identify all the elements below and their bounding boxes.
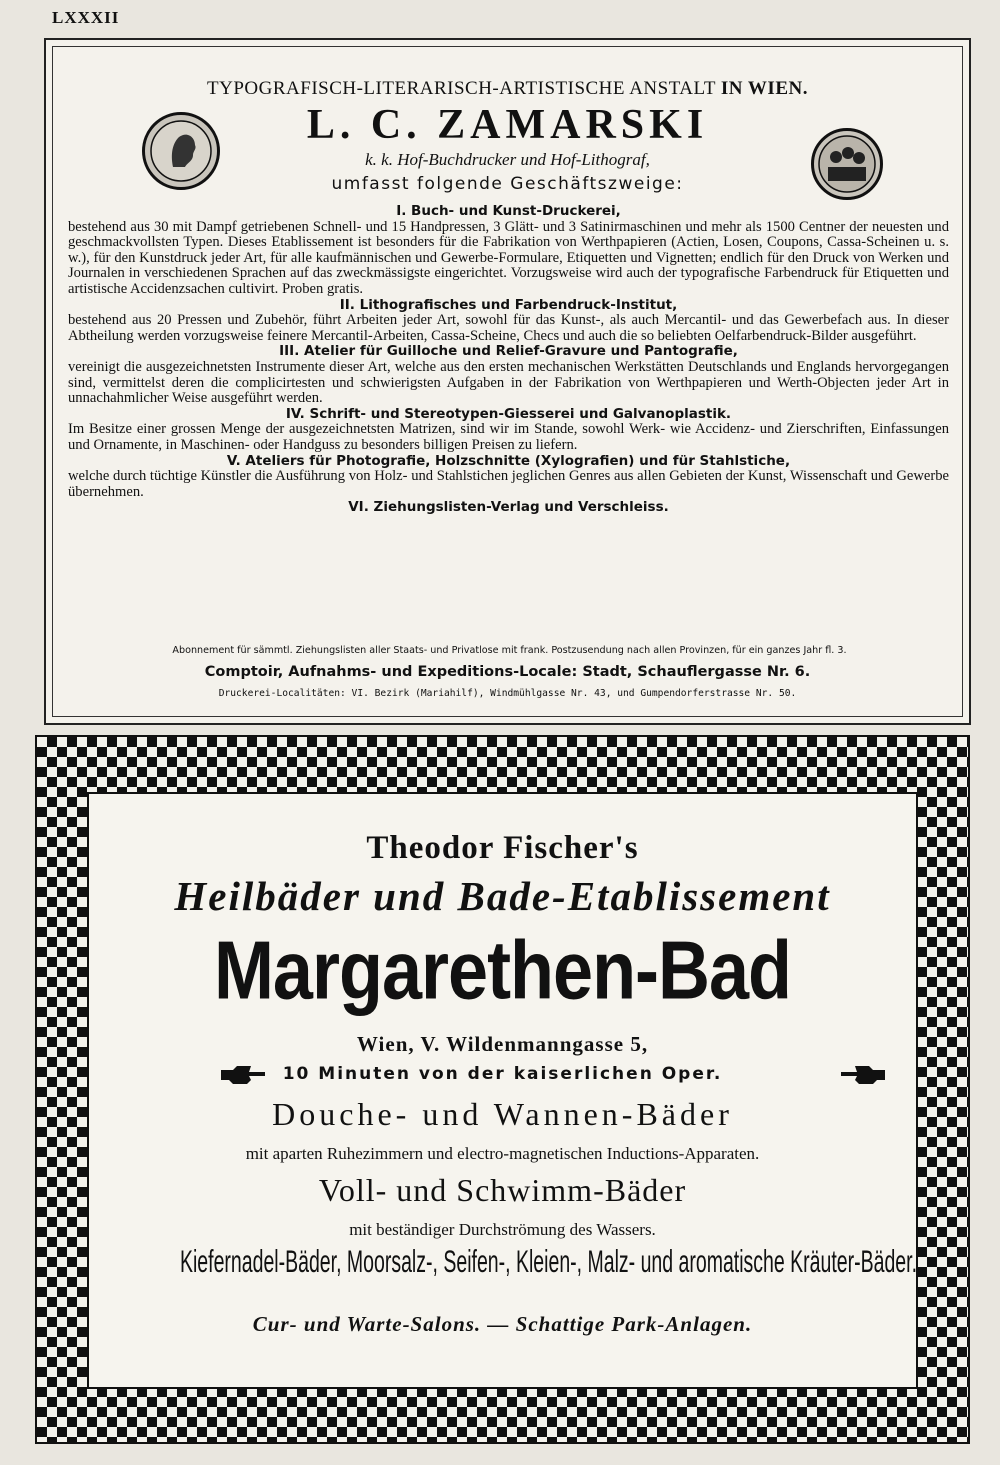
firm-name: L. C. ZAMARSKI <box>306 102 709 148</box>
voll-heading: Voll- und Schwimm-Bäder <box>318 1172 687 1208</box>
section-text: welche durch tüchtige Künstler die Ausführung von Holz- und Stahlstichen jeglichen Genres aus allen Gebieten der Kunst, Wissenschaft und Gewerbe übernehmen. <box>68 468 949 500</box>
section-title: III. Atelier für Guilloche und Relief-Gravure und Pantografie, <box>279 343 738 360</box>
section-text: Im Besitze einer grossen Menge der ausgezeichnetsten Matrizen, sind wir im Stande, sowohl Werk- wie Accidenz- und Zierschriften, Einfassungen und Ornamente, in Maschinen- oder Handguss zu besonders billigen Preisen zu liefern. <box>68 421 949 453</box>
section-title: I. Buch- und Kunst-Druckerei, <box>396 203 621 219</box>
heading-text: TYPOGRAFISCH-LITERARISCH-ARTISTISCHE ANSTALT <box>207 78 716 99</box>
section-text: vereinigt die ausgezeichnetsten Instrumente dieser Art, welche aus den ersten mechanischen Werkstätten Deutschlands und Englands hervorgegangen sind, vermittelst deren die complicirtesten und schwierigsten Aufgaben in der Fabrikation von Werthpapieren und Werth-Objecten jeder Art in unnachahmlicher Weise ausgeführt werden. <box>68 358 949 407</box>
ad-heading <box>46 78 969 100</box>
douche-detail: mit aparten Ruhezimmern und electro-magnetischen Inductions-Apparaten. <box>245 1144 760 1163</box>
page-number: LXXXII <box>52 8 120 27</box>
fischer-advertisement <box>35 735 970 1444</box>
zamarski-advertisement <box>44 38 971 725</box>
section-text: bestehend aus 20 Pressen und Zubehör, führt Arbeiten jeder Art, sowohl für das Kunst-, als auch Mercantil- und das Gewerbefach aus. In dieser Abtheilung werden vorzugsweise feinere Mercantil-Arbeiten, Cassa-Scheine, Checs und auch die so beliebten Oelfarbendruck-Bilder ausgeführt. <box>68 312 949 344</box>
douche-heading: Douche- und Wannen-Bäder <box>272 1096 733 1132</box>
distance-note: 10 Minuten von der kaiserlichen Oper. <box>282 1064 723 1084</box>
druckerei-address: Druckerei-Localitäten: VI. Bezirk (Mariahilf), Windmühlgasse Nr. 43, und Gumpendorferstrasse Nr. 50. <box>218 688 797 699</box>
firm-subtitle: k. k. Hof-Buchdrucker und Hof-Lithograf, <box>365 150 650 169</box>
comptoir-address: Comptoir, Aufnahms- und Expeditions-Locale: Stadt, Schauflergasse Nr. 6. <box>204 664 811 680</box>
section-title: IV. Schrift- und Stereotypen-Giesserei und Galvanoplastik. <box>285 405 732 422</box>
business-kind: Heilbäder und Bade-Etablissement <box>174 873 831 919</box>
section-title: VI. Ziehungslisten-Verlag und Verschleiss. <box>348 499 669 516</box>
abonnement-note: Abonnement für sämmtl. Ziehungslisten aller Staats- und Privatlose mit frank. Postzusendung nach allen Provinzen, für ein ganzes Jahr fl. 3. <box>172 645 847 656</box>
voll-detail: mit beständiger Durchströmung des Wassers. <box>349 1220 656 1239</box>
section-text: bestehend aus 30 mit Dampf getriebenen Schnell- und 15 Handpressen, 3 Glätt- und 3 Satinirmaschinen und mehr als 1500 Centner der neuesten und geschmackvollsten Typen. Dieses Etablissement ist besonders für die Fabrikation von Werthpapieren (Actien, Losen, Coupons, Cassa-Scheinen u. s. w.), für den Kunstdruck jeder Art, für alle kaufmännischen und Gewerbe-Formulare, Etiquetten und Vignetten; endlich für den Druck von Werken und Journalen in verschiedenen Sprachen auf das zweckmässigste eingerichtet. Vorzugsweise wird auch der typografische Farbendruck für Etiquetten und artistische Accidenzsachen cultivirt. Proben gratis. <box>68 218 949 297</box>
bath-name: Margarethen-Bad <box>213 925 792 1017</box>
salons-note: Cur- und Warte-Salons. — Schattige Park-Anlagen. <box>252 1312 753 1336</box>
inner-panel <box>87 792 918 1389</box>
pointing-hand-left-icon <box>839 1064 887 1086</box>
bath-address: Wien, V. Wildenmanngasse 5, <box>356 1032 649 1056</box>
heading-location: IN WIEN. <box>720 78 808 99</box>
firm-intro: umfasst folgende Geschäftszweige: <box>331 174 684 194</box>
section-title: II. Lithografisches und Farbendruck-Institut, <box>339 296 678 313</box>
section-list <box>68 204 949 516</box>
section-title: V. Ateliers für Photografie, Holzschnitte (Xylografien) und für Stahlstiche, <box>226 452 791 469</box>
owner-name: Theodor Fischer's <box>366 830 639 866</box>
special-baths: Kiefernadel-Bäder, Moorsalz-, Seifen-, Kleien-, Malz- und aromatische Kräuter-Bäder. <box>179 1244 917 1280</box>
